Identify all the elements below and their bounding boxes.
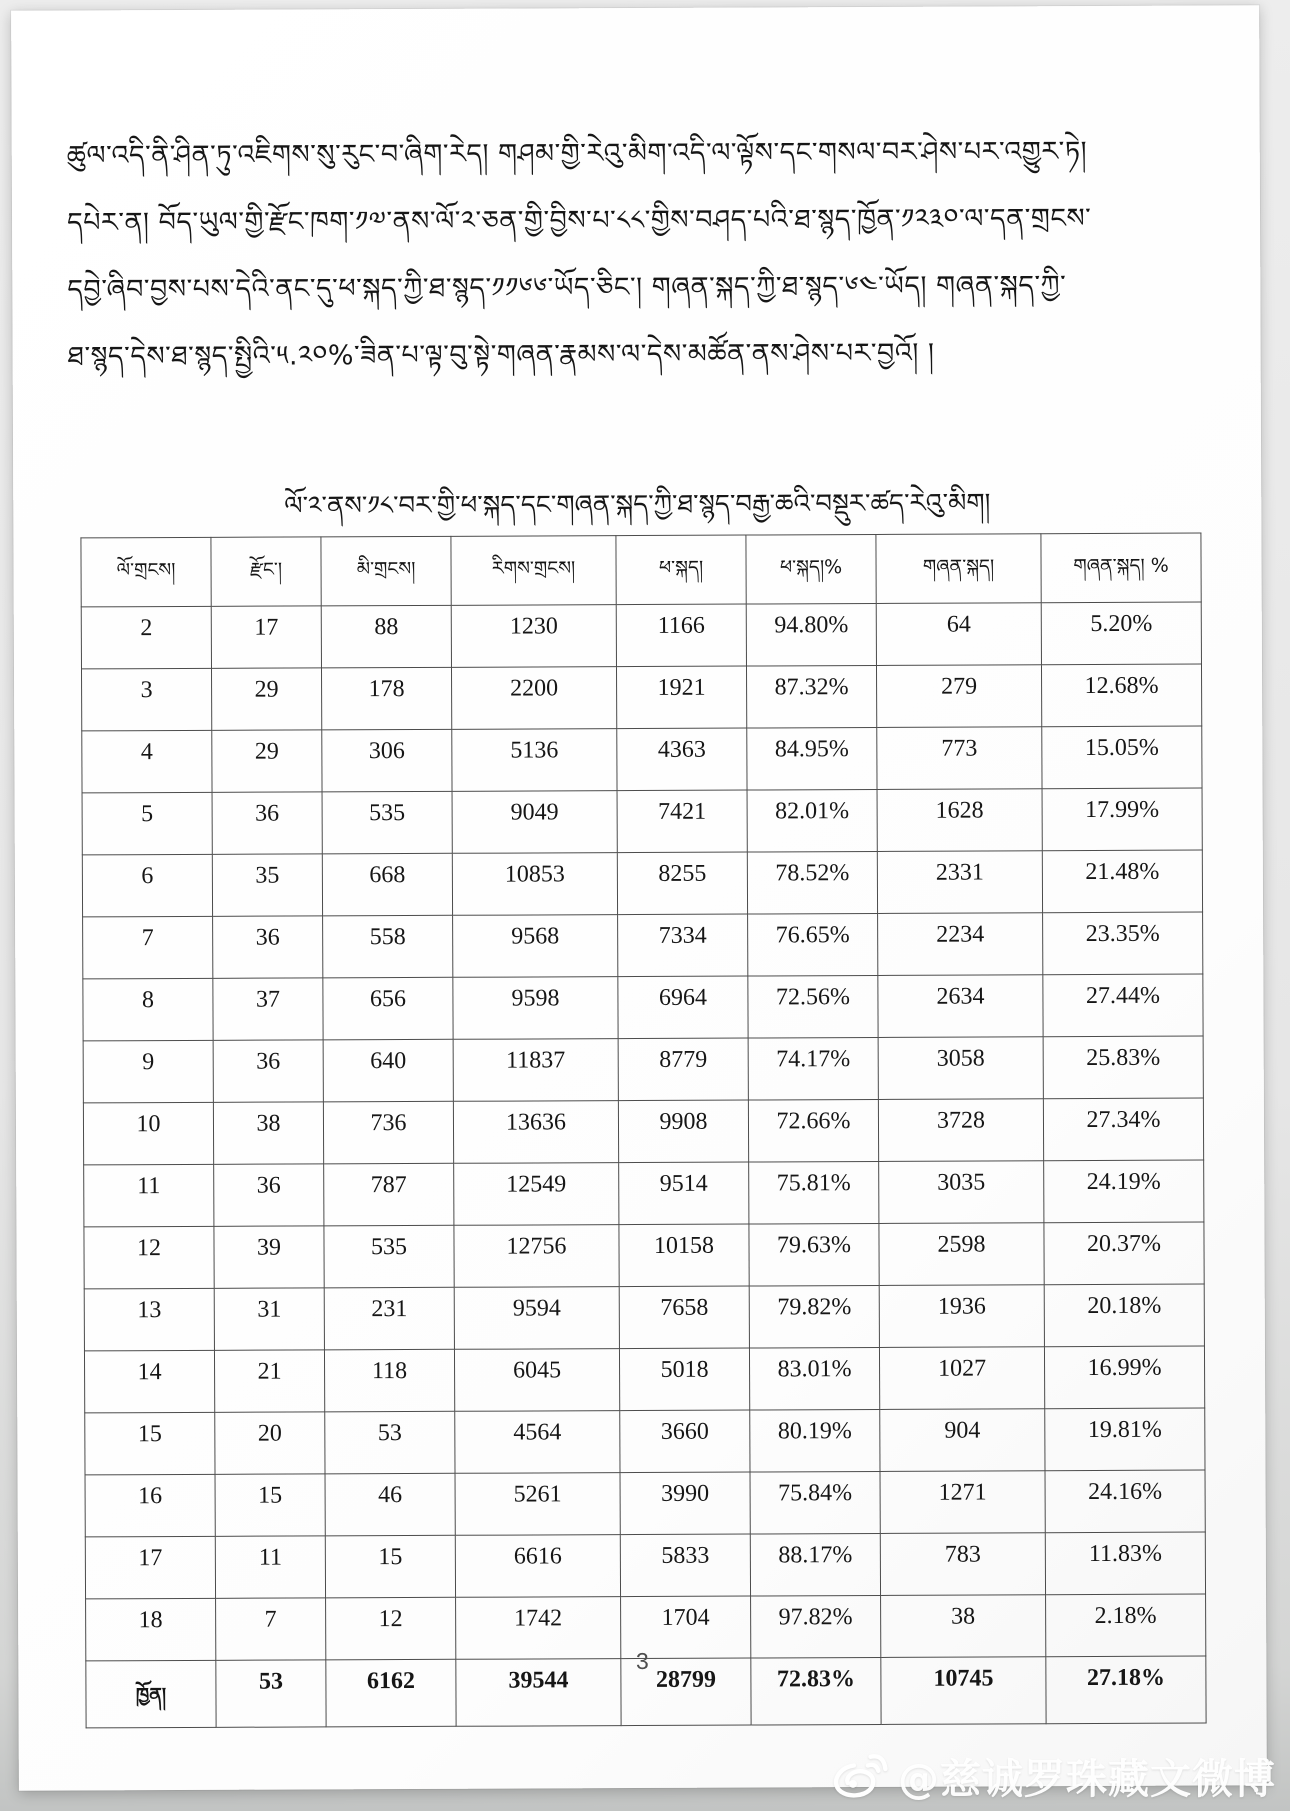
table-cell: 3 (81, 668, 211, 731)
table-row (81, 602, 1201, 669)
table-cell: 668 (322, 853, 452, 916)
table-cell: 13636 (453, 1101, 618, 1164)
table-cell: 1271 (880, 1471, 1045, 1534)
table-cell: 2331 (877, 851, 1042, 914)
table-row (83, 1036, 1203, 1103)
table-cell: 5.20% (1041, 602, 1201, 665)
table-row (84, 1222, 1204, 1289)
table-cell: 21.48% (1042, 850, 1202, 913)
table-cell: 15.05% (1042, 726, 1202, 789)
table-cell: 7 (216, 1598, 326, 1660)
table-cell: 17 (85, 1536, 215, 1599)
table-row (84, 1160, 1204, 1227)
table-cell: 4363 (617, 728, 747, 791)
table-cell: 17 (211, 606, 321, 668)
table-cell: 20.18% (1044, 1284, 1204, 1347)
table-cell: 11 (84, 1164, 214, 1227)
table-cell: 9908 (618, 1100, 748, 1163)
table-cell: 12 (326, 1597, 456, 1660)
table-cell: 10 (83, 1102, 213, 1165)
table-cell: 36 (213, 916, 323, 978)
table-cell: 82.01% (747, 789, 877, 852)
table-row (85, 1408, 1205, 1475)
table-cell: 31 (214, 1288, 324, 1350)
table-cell: 74.17% (748, 1037, 878, 1100)
column-header: ཕ་སྐད། (616, 535, 746, 605)
table-cell: 6616 (455, 1535, 620, 1598)
table-cell: 5018 (619, 1348, 749, 1411)
table-cell: 10158 (619, 1224, 749, 1287)
table-cell: 9568 (453, 915, 618, 978)
table-cell: 11837 (453, 1039, 618, 1102)
table-cell: 20.37% (1044, 1222, 1204, 1285)
table-cell: 6045 (454, 1349, 619, 1412)
table-row (83, 1098, 1203, 1165)
table-cell: 37 (213, 978, 323, 1040)
table-cell: 6 (82, 854, 212, 917)
table-cell: 9514 (619, 1162, 749, 1225)
table-cell: 4564 (455, 1411, 620, 1474)
table-cell: 36 (213, 1040, 323, 1102)
table-cell: 231 (324, 1287, 454, 1350)
column-header: རྫོང་། (211, 537, 321, 606)
paragraph-line: དབྱེ་ཞིབ་བྱས་པས་དེའི་ནང་དུ་ཕ་སྐད་ཀྱི་ཐ་སྙད་༡༡༦༦་ཡོད་ཅིང་། གཞན་སྐད་ཀྱི་ཐ་སྙད་༦༤་ཡོད། གཞན་སྐད་ཀྱི་ (67, 270, 1067, 306)
table-cell: 21 (214, 1350, 324, 1412)
table-cell: 3058 (878, 1037, 1043, 1100)
table-cell: 16.99% (1044, 1346, 1204, 1409)
table-cell: 2200 (451, 667, 616, 730)
table-cell: 29 (212, 730, 322, 792)
table-cell: 84.95% (747, 727, 877, 790)
table-cell: 8779 (618, 1038, 748, 1101)
table-row (82, 788, 1202, 855)
table-cell: 25.83% (1043, 1036, 1203, 1099)
table-cell: 36 (212, 792, 322, 854)
table-cell: 72.56% (748, 975, 878, 1038)
table-cell: 118 (324, 1349, 454, 1412)
table-cell: 14 (84, 1350, 214, 1413)
total-cell: 6162 (326, 1659, 456, 1727)
table-title: ལོ་༢་ནས་༡༨་བར་གྱི་ཕ་སྐད་དང་གཞན་སྐད་ཀྱི་ཐ་སྙད་བརྒྱ་ཆའི་བསྡུར་ཚད་རེའུ་མིག། (284, 488, 991, 522)
table-cell: 558 (323, 915, 453, 978)
table-row (83, 912, 1203, 979)
table-cell: 11 (215, 1536, 325, 1598)
table-cell: 94.80% (746, 603, 876, 666)
table-cell: 53 (325, 1411, 455, 1474)
table-row (81, 664, 1201, 731)
vocab-table (80, 533, 1206, 1729)
table-cell: 5261 (455, 1473, 620, 1536)
table-cell: 5 (82, 792, 212, 855)
table-cell: 6964 (618, 976, 748, 1039)
paragraph-line: ཚུལ་འདི་ནི་ཤིན་ཏུ་འཇིགས་སུ་རུང་བ་ཞིག་རེད། གཤམ་གྱི་རེའུ་མིག་འདི་ལ་ལྟོས་དང་གསལ་བར་ཤེས་པར་འགྱུར་ཏེ། (66, 136, 1088, 172)
total-cell: 72.83% (751, 1657, 881, 1725)
table-row (82, 850, 1202, 917)
table-cell: 15 (325, 1535, 455, 1598)
table-cell: 8 (83, 978, 213, 1041)
table-cell: 88 (321, 605, 451, 668)
table-cell: 10853 (452, 853, 617, 916)
column-header: ལོ་གྲངས། (81, 537, 211, 607)
table-cell: 9 (83, 1040, 213, 1103)
weibo-watermark (832, 1746, 1276, 1805)
table-cell: 904 (880, 1409, 1045, 1472)
table-cell: 72.66% (748, 1099, 878, 1162)
total-cell: ཁྱོན། (86, 1660, 216, 1728)
table-cell: 97.82% (751, 1595, 881, 1658)
table-cell: 88.17% (750, 1533, 880, 1596)
table-cell: 23.35% (1043, 912, 1203, 975)
table-cell: 535 (322, 791, 452, 854)
table-cell: 38 (213, 1102, 323, 1164)
table-cell: 3035 (879, 1161, 1044, 1224)
table-cell: 20 (215, 1412, 325, 1474)
table-cell: 1230 (451, 605, 616, 668)
body-paragraph (67, 118, 1208, 391)
table-cell: 2.18% (1046, 1594, 1206, 1657)
table-cell: 7 (83, 916, 213, 979)
table-cell: 79.82% (749, 1285, 879, 1348)
table-cell: 16 (85, 1474, 215, 1537)
table-cell: 39 (214, 1226, 324, 1288)
table-cell: 24.16% (1045, 1470, 1205, 1533)
table-cell: 1628 (877, 789, 1042, 852)
table-row (85, 1470, 1205, 1537)
table-row (82, 726, 1202, 793)
table-cell: 2598 (879, 1223, 1044, 1286)
table-cell: 178 (321, 667, 451, 730)
table-cell: 7334 (618, 914, 748, 977)
table-row (84, 1284, 1204, 1351)
weibo-icon (832, 1752, 888, 1800)
table-cell: 306 (322, 729, 452, 792)
table-cell: 27.44% (1043, 974, 1203, 1037)
table-cell: 5833 (620, 1534, 750, 1597)
table-cell: 9598 (453, 977, 618, 1040)
table-cell: 64 (876, 603, 1041, 666)
table-cell: 17.99% (1042, 788, 1202, 851)
total-cell: 28799 (621, 1658, 751, 1726)
table-cell: 5136 (452, 729, 617, 792)
column-header: གཞན་སྐད། % (1041, 533, 1201, 603)
table-cell: 1742 (456, 1597, 621, 1660)
total-cell: 10745 (881, 1657, 1046, 1725)
table-cell: 3728 (878, 1099, 1043, 1162)
table-cell: 15 (215, 1474, 325, 1536)
table-cell: 7658 (619, 1286, 749, 1349)
table-cell: 2234 (878, 913, 1043, 976)
table-cell: 75.81% (749, 1161, 879, 1224)
table-cell: 773 (877, 727, 1042, 790)
table-cell: 640 (323, 1039, 453, 1102)
table-cell: 24.19% (1044, 1160, 1204, 1223)
table-cell: 9594 (454, 1287, 619, 1350)
table-cell: 11.83% (1045, 1532, 1205, 1595)
table-cell: 783 (880, 1533, 1045, 1596)
table-cell: 79.63% (749, 1223, 879, 1286)
table-cell: 76.65% (748, 913, 878, 976)
table-cell: 15 (85, 1412, 215, 1475)
table-cell: 1921 (616, 666, 746, 729)
table-cell: 8255 (617, 852, 747, 915)
table-cell: 12 (84, 1226, 214, 1289)
table-cell: 29 (211, 668, 321, 730)
paragraph-line: དཔེར་ན། བོད་ཡུལ་གྱི་རྫོང་ཁག་༡༧་ནས་ལོ་༢་ཅན་གྱི་བྱིས་པ་༨༨་གྱིས་བཤད་པའི་ཐ་སྙད་ཁྱོན་༡༢༣༠་ལ་དན་གྲངས་ (66, 203, 1092, 239)
document-page (11, 5, 1267, 1790)
table-cell: 87.32% (746, 665, 876, 728)
table-cell: 80.19% (750, 1409, 880, 1472)
table-cell: 13 (84, 1288, 214, 1351)
table-cell: 36 (214, 1164, 324, 1226)
table-cell: 12756 (454, 1225, 619, 1288)
table-cell: 83.01% (749, 1347, 879, 1410)
table-row (84, 1346, 1204, 1413)
table-cell: 3660 (620, 1410, 750, 1473)
table-cell: 1166 (616, 604, 746, 667)
table-cell: 7421 (617, 790, 747, 853)
table-row (85, 1532, 1205, 1599)
header-row (81, 533, 1201, 607)
table-cell: 2 (81, 606, 211, 669)
table-cell: 279 (876, 665, 1041, 728)
total-cell: 39544 (456, 1659, 621, 1727)
column-header: ཕ་སྐད།% (746, 534, 876, 604)
table-cell: 787 (324, 1163, 454, 1226)
table-cell: 35 (212, 854, 322, 916)
table-cell: 46 (325, 1473, 455, 1536)
page-number: 3 (635, 1647, 649, 1675)
column-header: གཞན་སྐད། (876, 534, 1041, 604)
table-cell: 38 (881, 1595, 1046, 1658)
table-row (83, 974, 1203, 1041)
table-cell: 736 (323, 1101, 453, 1164)
column-header: མི་གྲངས། (321, 536, 451, 606)
table-cell: 78.52% (747, 851, 877, 914)
watermark-text: @慈诚罗珠藏文微博 (898, 1755, 1276, 1803)
table-cell: 3990 (620, 1472, 750, 1535)
table-cell: 1027 (879, 1347, 1044, 1410)
table-cell: 12.68% (1041, 664, 1201, 727)
column-header: རིགས་གྲངས། (451, 536, 616, 606)
table-cell: 4 (82, 730, 212, 793)
total-cell: 53 (216, 1660, 326, 1727)
table-cell: 18 (86, 1598, 216, 1661)
table-cell: 27.34% (1043, 1098, 1203, 1161)
table-cell: 75.84% (750, 1471, 880, 1534)
table-cell: 656 (323, 977, 453, 1040)
table-cell: 12549 (454, 1163, 619, 1226)
table-cell: 1704 (621, 1596, 751, 1659)
total-cell: 27.18% (1046, 1656, 1206, 1724)
table-cell: 1936 (879, 1285, 1044, 1348)
table-cell: 535 (324, 1225, 454, 1288)
table-cell: 19.81% (1045, 1408, 1205, 1471)
table-cell: 9049 (452, 791, 617, 854)
table-cell: 2634 (878, 975, 1043, 1038)
paragraph-line: ཐ་སྙད་དེས་ཐ་སྙད་སྤྱིའི་༥.༢༠%་ཟིན་པ་ལྟ་བུ་སྟེ་གཞན་རྣམས་ལ་དེས་མཚོན་ནས་ཤེས་པར་བྱའོ། ། (67, 337, 935, 373)
